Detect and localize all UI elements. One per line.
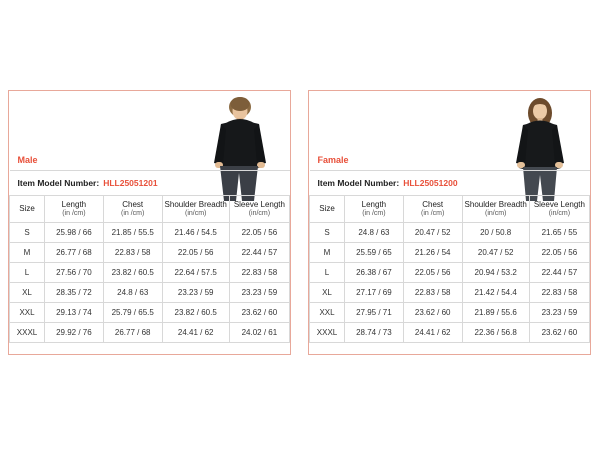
cell-length: 24.8 / 63 [345,223,404,243]
model-number-row [10,171,290,196]
column-header-sleeve: Sleeve Length (in/cm) [529,196,589,223]
column-header-shoulder: Shoulder Breadth (in/cm) [162,196,229,223]
size-table-male [9,91,290,343]
cell-shoulder: 20 / 50.8 [462,223,529,243]
cell-shoulder: 22.36 / 56.8 [462,323,529,343]
cell-sleeve: 23.23 / 59 [529,303,589,323]
cell-length: 26.77 / 68 [45,243,104,263]
cell-shoulder: 20.47 / 52 [462,243,529,263]
table-row [10,283,290,303]
cell-chest: 22.83 / 58 [103,243,162,263]
cell-size: XXXL [10,323,45,343]
cell-length: 25.98 / 66 [45,223,104,243]
cell-sleeve: 24.02 / 61 [229,323,289,343]
cell-chest: 23.82 / 60.5 [103,263,162,283]
size-chart-panel-male [8,90,291,355]
cell-sleeve: 22.44 / 57 [529,263,589,283]
cell-chest: 23.62 / 60 [403,303,462,323]
cell-size: XXL [10,303,45,323]
cell-size: L [10,263,45,283]
cell-sleeve: 22.05 / 56 [529,243,589,263]
table-row [10,303,290,323]
table-header-row [310,196,590,223]
column-header-chest: Chest (in /cm) [103,196,162,223]
table-row [310,323,590,343]
cell-size: M [310,243,345,263]
cell-length: 29.13 / 74 [45,303,104,323]
cell-chest: 21.85 / 55.5 [103,223,162,243]
cell-sleeve: 23.62 / 60 [529,323,589,343]
cell-length: 29.92 / 76 [45,323,104,343]
table-row [10,223,290,243]
cell-sleeve: 22.05 / 56 [229,223,289,243]
model-number: HLL25051200 [403,178,458,188]
column-header-length: Length (in /cm) [45,196,104,223]
cell-size: XXXL [310,323,345,343]
model-label: Item Model Number: [17,178,100,188]
cell-size: L [310,263,345,283]
gender-row [10,91,290,171]
column-header-size: Size [310,196,345,223]
column-header-size: Size [10,196,45,223]
cell-sleeve: 23.62 / 60 [229,303,289,323]
table-header-row [10,196,290,223]
cell-shoulder: 21.42 / 54.4 [462,283,529,303]
table-row [10,263,290,283]
table-row [310,303,590,323]
cell-shoulder: 21.89 / 55.6 [462,303,529,323]
cell-length: 25.59 / 65 [345,243,404,263]
table-row [310,263,590,283]
cell-chest: 22.83 / 58 [403,283,462,303]
cell-size: M [10,243,45,263]
cell-chest: 24.8 / 63 [103,283,162,303]
cell-size: S [310,223,345,243]
cell-shoulder: 21.46 / 54.5 [162,223,229,243]
cell-shoulder: 24.41 / 62 [162,323,229,343]
cell-shoulder: 22.64 / 57.5 [162,263,229,283]
cell-shoulder: 23.82 / 60.5 [162,303,229,323]
cell-chest: 22.05 / 56 [403,263,462,283]
column-header-sleeve: Sleeve Length (in/cm) [229,196,289,223]
cell-shoulder: 22.05 / 56 [162,243,229,263]
cell-length: 27.95 / 71 [345,303,404,323]
cell-sleeve: 22.83 / 58 [529,283,589,303]
cell-shoulder: 23.23 / 59 [162,283,229,303]
table-row [310,283,590,303]
size-table-female [309,91,590,343]
cell-length: 28.35 / 72 [45,283,104,303]
cell-size: XL [310,283,345,303]
model-number: HLL25051201 [103,178,158,188]
cell-chest: 25.79 / 65.5 [103,303,162,323]
table-row [10,323,290,343]
cell-length: 27.56 / 70 [45,263,104,283]
cell-chest: 26.77 / 68 [103,323,162,343]
cell-chest: 20.47 / 52 [403,223,462,243]
cell-size: XL [10,283,45,303]
table-row [310,223,590,243]
cell-sleeve: 22.83 / 58 [229,263,289,283]
model-label: Item Model Number: [317,178,400,188]
gender-label: Male [10,91,290,171]
column-header-shoulder: Shoulder Breadth (in/cm) [462,196,529,223]
cell-chest: 21.26 / 54 [403,243,462,263]
cell-sleeve: 22.44 / 57 [229,243,289,263]
cell-length: 27.17 / 69 [345,283,404,303]
cell-length: 26.38 / 67 [345,263,404,283]
cell-length: 28.74 / 73 [345,323,404,343]
table-row [10,243,290,263]
model-number-row [310,171,590,196]
cell-size: S [10,223,45,243]
cell-sleeve: 21.65 / 55 [529,223,589,243]
column-header-length: Length (in /cm) [345,196,404,223]
cell-chest: 24.41 / 62 [403,323,462,343]
cell-sleeve: 23.23 / 59 [229,283,289,303]
gender-row [310,91,590,171]
gender-label: Famale [310,91,590,171]
table-row [310,243,590,263]
column-header-chest: Chest (in /cm) [403,196,462,223]
size-chart-panel-female [308,90,591,355]
cell-size: XXL [310,303,345,323]
cell-shoulder: 20.94 / 53.2 [462,263,529,283]
